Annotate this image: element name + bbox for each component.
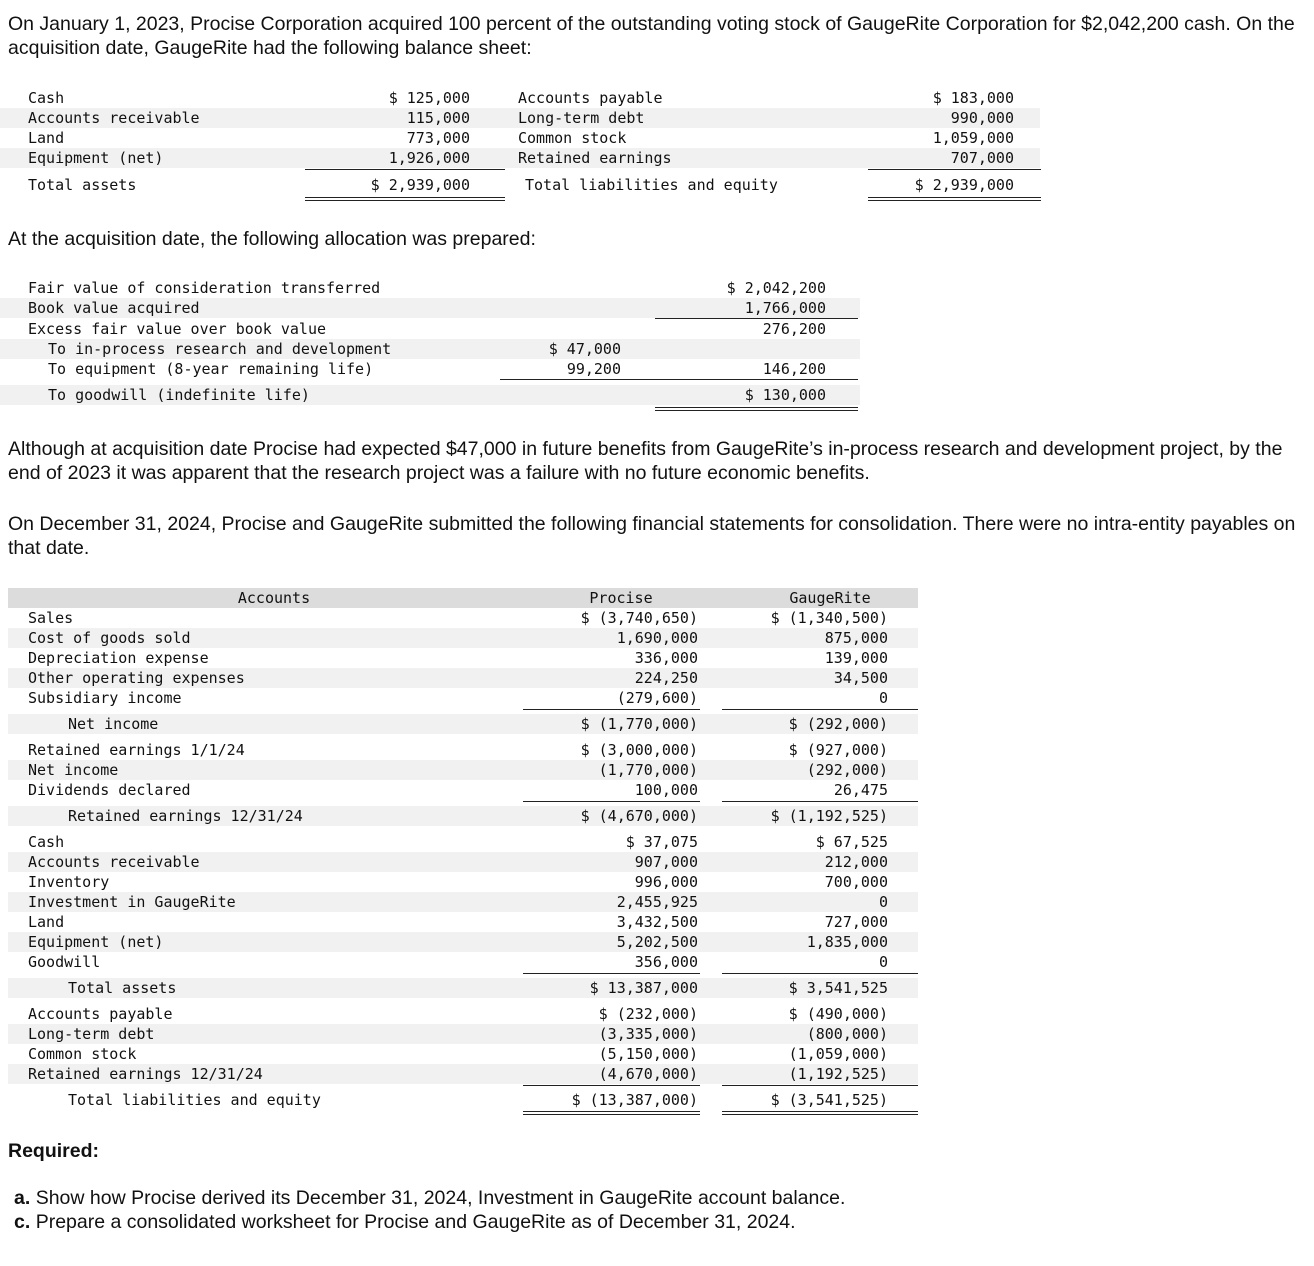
alloc-value: 1,766,000 — [744, 299, 826, 317]
fs-row — [8, 1004, 918, 1024]
fs-gaugerite-value: (1,059,000) — [788, 1045, 888, 1063]
bs-row — [0, 148, 1040, 168]
fs-header-procise: Procise — [589, 589, 653, 607]
fs-gaugerite-value: 34,500 — [833, 669, 888, 687]
alloc-row — [0, 278, 860, 298]
divider — [523, 801, 700, 802]
fs-procise-value: (279,600) — [616, 689, 698, 707]
fs-account-label: Land — [28, 913, 65, 931]
fs-procise-value: $ (1,770,000) — [580, 715, 698, 733]
required-c-letter: c. — [14, 1211, 31, 1233]
fs-procise-value: (1,770,000) — [598, 761, 698, 779]
fs-row — [8, 628, 918, 648]
divider — [523, 973, 700, 974]
bs-total-assets-label: Total assets — [28, 176, 137, 194]
fs-gaugerite-value: 700,000 — [824, 873, 888, 891]
intro-paragraph: On January 1, 2023, Procise Corporation acquired 100 percent of the outstanding voting stock of GaugeRite Corporation for $2,042,200 cash. On the acquisition date, GaugeRite had the following balance sheet: — [8, 13, 1295, 59]
required-a-text: Show how Procise derived its December 31, 2024, Investment in GaugeRite account balance. — [35, 1187, 846, 1209]
fs-row — [8, 1024, 918, 1044]
fs-account-label: Net income — [68, 715, 159, 733]
fs-account-label: Sales — [28, 609, 74, 627]
fs-header-row — [8, 588, 918, 608]
fs-account-label: Cash — [28, 833, 65, 851]
fs-account-label: Retained earnings 1/1/24 — [28, 741, 245, 759]
fs-gaugerite-value: $ (490,000) — [788, 1005, 888, 1023]
fs-gaugerite-value: $ (927,000) — [788, 741, 888, 759]
divider — [655, 379, 858, 380]
alloc-value: 276,200 — [762, 320, 826, 338]
bs-liab-label: Retained earnings — [518, 149, 672, 167]
fs-gaugerite-value: (292,000) — [806, 761, 888, 779]
fs-procise-value: $ (4,670,000) — [580, 807, 698, 825]
divider — [868, 169, 1041, 170]
fs-account-label: Other operating expenses — [28, 669, 245, 687]
fs-row — [8, 760, 918, 780]
bs-liab-label: Long-term debt — [518, 109, 645, 127]
fs-row — [8, 892, 918, 912]
alloc-row — [0, 298, 860, 318]
required-item-a — [14, 1186, 845, 1210]
fs-row — [8, 1064, 918, 1084]
rd-paragraph: Although at acquisition date Procise had expected $47,000 in future benefits from GaugeRite’s in-process research and development project, by the end of 2023 it was apparent that the research project was a failure with no future economic benefits. — [8, 438, 1283, 484]
bs-total-le-value: $ 2,939,000 — [914, 176, 1014, 194]
bs-liab-label: Common stock — [518, 129, 627, 147]
fs-gaugerite-value: $ 3,541,525 — [788, 979, 888, 997]
fs-gaugerite-value: $ (1,192,525) — [770, 807, 888, 825]
fs-account-label: Long-term debt — [28, 1025, 155, 1043]
alloc-value: $ 130,000 — [744, 386, 826, 404]
fs-gaugerite-value: 875,000 — [824, 629, 888, 647]
double-underline — [523, 1111, 700, 1115]
fs-procise-value: 907,000 — [634, 853, 698, 871]
allocation-intro: At the acquisition date, the following allocation was prepared: — [8, 228, 536, 250]
fs-row — [8, 780, 918, 800]
fs-gaugerite-value: 1,835,000 — [806, 933, 888, 951]
double-underline — [305, 197, 505, 201]
divider — [523, 709, 700, 710]
fs-procise-value: 1,690,000 — [616, 629, 698, 647]
bs-row — [0, 108, 1040, 128]
fs-row — [8, 648, 918, 668]
fs-account-label: Equipment (net) — [28, 933, 164, 951]
fs-gaugerite-value: 0 — [878, 893, 888, 911]
bs-asset-label: Land — [28, 129, 65, 147]
bs-asset-label: Accounts receivable — [28, 109, 200, 127]
fs-gaugerite-value: 727,000 — [824, 913, 888, 931]
bs-total-assets-value: $ 2,939,000 — [370, 176, 470, 194]
required-title: Required: — [8, 1140, 100, 1162]
alloc-subvalue: $ 47,000 — [548, 340, 621, 358]
fs-account-label: Retained earnings 12/31/24 — [28, 1065, 263, 1083]
fs-gaugerite-value: $ (1,340,500) — [770, 609, 888, 627]
fs-row — [8, 806, 918, 826]
alloc-label: Excess fair value over book value — [28, 320, 327, 338]
fs-row — [8, 978, 918, 998]
fs-account-label: Accounts receivable — [28, 853, 200, 871]
fs-procise-value: (4,670,000) — [598, 1065, 698, 1083]
fs-account-label: Accounts payable — [28, 1005, 173, 1023]
double-underline — [655, 407, 858, 411]
fs-row — [8, 714, 918, 734]
december-paragraph: On December 31, 2024, Procise and GaugeRite submitted the following financial statements for consolidation. There were no intra-entity payables on that date. — [8, 513, 1296, 559]
fs-account-label: Common stock — [28, 1045, 137, 1063]
fs-row — [8, 952, 918, 972]
divider — [722, 709, 918, 710]
bs-asset-value: 1,926,000 — [388, 149, 470, 167]
divider — [722, 1085, 918, 1086]
required-a-letter: a. — [14, 1187, 31, 1209]
alloc-label: To in-process research and development — [48, 340, 392, 358]
fs-procise-value: (5,150,000) — [598, 1045, 698, 1063]
fs-procise-value: $ (3,740,650) — [580, 609, 698, 627]
fs-procise-value: 5,202,500 — [616, 933, 698, 951]
bs-asset-value: 773,000 — [406, 129, 470, 147]
fs-row — [8, 1044, 918, 1064]
fs-account-label: Retained earnings 12/31/24 — [68, 807, 303, 825]
fs-account-label: Goodwill — [28, 953, 101, 971]
fs-row — [8, 932, 918, 952]
bs-liab-value: 990,000 — [950, 109, 1014, 127]
fs-row — [8, 912, 918, 932]
fs-gaugerite-value: 0 — [878, 953, 888, 971]
divider — [722, 973, 918, 974]
alloc-row — [0, 319, 860, 339]
fs-account-label: Investment in GaugeRite — [28, 893, 236, 911]
bs-liab-value: 707,000 — [950, 149, 1014, 167]
fs-account-label: Inventory — [28, 873, 110, 891]
required-c-text: Prepare a consolidated worksheet for Procise and GaugeRite as of December 31, 2024. — [35, 1211, 796, 1233]
bs-row — [0, 128, 1040, 148]
bs-liab-value: 1,059,000 — [932, 129, 1014, 147]
fs-gaugerite-value: $ (3,541,525) — [770, 1091, 888, 1109]
bs-asset-value: $ 125,000 — [388, 89, 470, 107]
fs-row — [8, 1090, 918, 1110]
bs-row — [0, 88, 1040, 108]
fs-procise-value: 100,000 — [634, 781, 698, 799]
bs-asset-label: Equipment (net) — [28, 149, 164, 167]
divider — [523, 1085, 700, 1086]
alloc-value: $ 2,042,200 — [726, 279, 826, 297]
fs-gaugerite-value: 26,475 — [833, 781, 888, 799]
bs-asset-value: 115,000 — [406, 109, 470, 127]
bs-total-le-label: Total liabilities and equity — [525, 176, 778, 194]
alloc-label: To equipment (8-year remaining life) — [48, 360, 374, 378]
fs-row — [8, 688, 918, 708]
alloc-subvalue: 99,200 — [566, 360, 621, 378]
fs-procise-value: $ (3,000,000) — [580, 741, 698, 759]
fs-row — [8, 852, 918, 872]
fs-row — [8, 832, 918, 852]
fs-account-label: Depreciation expense — [28, 649, 209, 667]
fs-header-accounts: Accounts — [237, 589, 311, 607]
fs-row — [8, 668, 918, 688]
alloc-row — [0, 339, 860, 359]
fs-account-label: Total liabilities and equity — [68, 1091, 321, 1109]
double-underline — [722, 1111, 918, 1115]
fs-gaugerite-value: 0 — [878, 689, 888, 707]
fs-procise-value: 996,000 — [634, 873, 698, 891]
fs-row — [8, 872, 918, 892]
fs-header-gaugerite: GaugeRite — [789, 589, 871, 607]
divider — [500, 379, 655, 380]
fs-procise-value: $ 37,075 — [625, 833, 698, 851]
fs-procise-value: 2,455,925 — [616, 893, 698, 911]
alloc-row — [0, 359, 860, 379]
fs-gaugerite-value: (800,000) — [806, 1025, 888, 1043]
bs-liab-label: Accounts payable — [518, 89, 663, 107]
fs-procise-value: $ (13,387,000) — [571, 1091, 698, 1109]
divider — [305, 169, 505, 170]
double-underline — [868, 197, 1041, 201]
fs-procise-value: 3,432,500 — [616, 913, 698, 931]
fs-procise-value: $ 13,387,000 — [589, 979, 698, 997]
alloc-row — [0, 385, 860, 405]
fs-procise-value: (3,335,000) — [598, 1025, 698, 1043]
fs-procise-value: 336,000 — [634, 649, 698, 667]
fs-account-label: Net income — [28, 761, 119, 779]
bs-total-row — [0, 175, 1040, 195]
alloc-label: Book value acquired — [28, 299, 200, 317]
alloc-label: Fair value of consideration transferred — [28, 279, 381, 297]
fs-gaugerite-value: $ 67,525 — [815, 833, 888, 851]
fs-row — [8, 608, 918, 628]
divider — [722, 801, 918, 802]
alloc-label: To goodwill (indefinite life) — [48, 386, 310, 404]
fs-account-label: Dividends declared — [28, 781, 191, 799]
fs-gaugerite-value: 139,000 — [824, 649, 888, 667]
fs-gaugerite-value: (1,192,525) — [788, 1065, 888, 1083]
fs-account-label: Cost of goods sold — [28, 629, 191, 647]
fs-row — [8, 740, 918, 760]
alloc-value: 146,200 — [762, 360, 826, 378]
fs-procise-value: 356,000 — [634, 953, 698, 971]
fs-procise-value: 224,250 — [634, 669, 698, 687]
bs-asset-label: Cash — [28, 89, 65, 107]
fs-procise-value: $ (232,000) — [598, 1005, 698, 1023]
fs-gaugerite-value: 212,000 — [824, 853, 888, 871]
fs-account-label: Total assets — [68, 979, 177, 997]
fs-gaugerite-value: $ (292,000) — [788, 715, 888, 733]
bs-liab-value: $ 183,000 — [932, 89, 1014, 107]
required-item-c — [14, 1210, 796, 1234]
fs-account-label: Subsidiary income — [28, 689, 182, 707]
